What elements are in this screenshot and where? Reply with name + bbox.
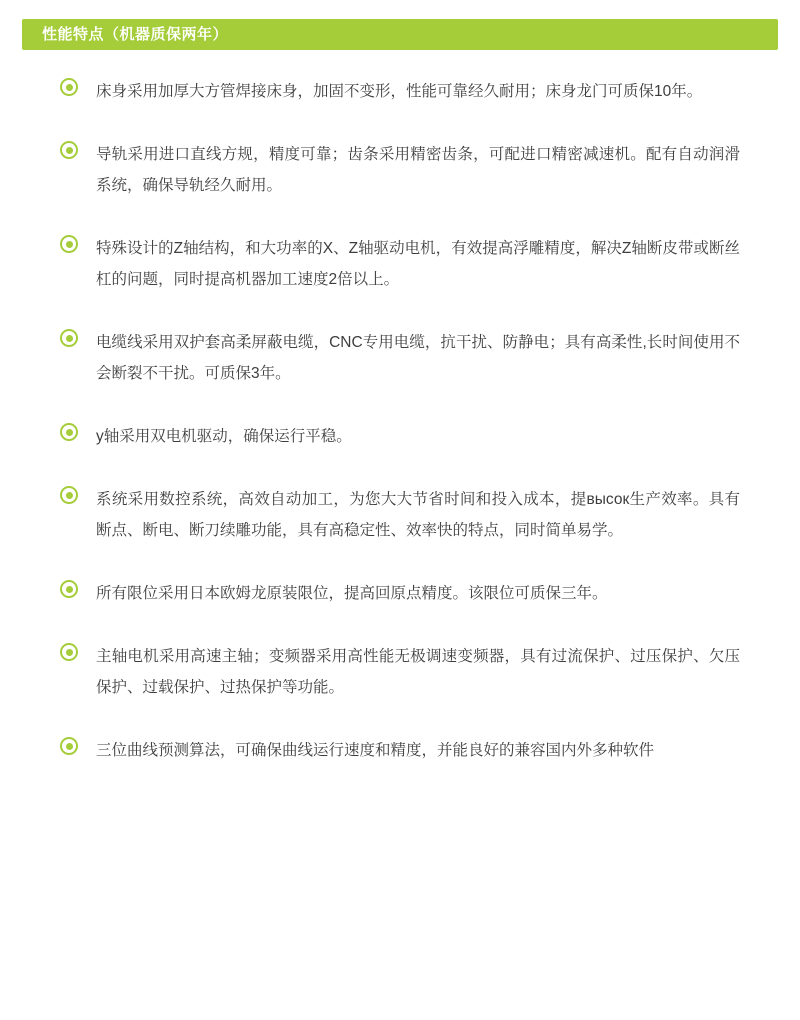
section-header-bar — [22, 19, 778, 50]
list-item — [60, 76, 740, 107]
target-bullet-icon — [60, 737, 78, 755]
list-item — [60, 484, 740, 546]
target-bullet-icon — [60, 423, 78, 441]
list-item — [60, 233, 740, 295]
list-item — [60, 327, 740, 389]
list-item — [60, 578, 740, 609]
target-bullet-icon — [60, 580, 78, 598]
target-bullet-icon — [60, 329, 78, 347]
target-bullet-icon — [60, 141, 78, 159]
target-bullet-icon — [60, 78, 78, 96]
target-bullet-icon — [60, 235, 78, 253]
feature-text: 系统采用数控系统，高效自动加工，为您大大节省时间和投入成本，提высок生产效率。具有断点、断电、断刀续雕功能，具有高稳定性、效率快的特点，同时简单易学。 — [96, 491, 740, 539]
feature-text: 三位曲线预测算法，可确保曲线运行速度和精度，并能良好的兼容国内外多种软件 — [96, 742, 655, 759]
feature-list — [0, 76, 800, 806]
list-item — [60, 641, 740, 703]
document-page — [0, 19, 800, 1020]
feature-text: 所有限位采用日本欧姆龙原装限位，提高回原点精度。该限位可质保三年。 — [96, 585, 608, 602]
list-item — [60, 735, 740, 766]
target-bullet-icon — [60, 486, 78, 504]
list-item — [60, 139, 740, 201]
feature-text: 床身采用加厚大方管焊接床身，加固不变形，性能可靠经久耐用；床身龙门可质保10年。 — [96, 83, 703, 100]
feature-text: 特殊设计的Z轴结构，和大功率的X、Z轴驱动电机，有效提高浮雕精度，解决Z轴断皮带或断丝杠的问题，同时提高机器加工速度2倍以上。 — [96, 240, 740, 288]
feature-text: 导轨采用进口直线方规，精度可靠；齿条采用精密齿条，可配进口精密减速机。配有自动润滑系统，确保导轨经久耐用。 — [96, 146, 740, 194]
target-bullet-icon — [60, 643, 78, 661]
page-title: 性能特点（机器质保两年） — [42, 26, 229, 43]
list-item — [60, 421, 740, 452]
feature-text: 电缆线采用双护套高柔屏蔽电缆，CNC专用电缆，抗干扰、防静电；具有高柔性,长时间使用不会断裂不干扰。可质保3年。 — [96, 334, 740, 382]
feature-text: 主轴电机采用高速主轴；变频器采用高性能无极调速变频器，具有过流保护、过压保护、欠压保护、过载保护、过热保护等功能。 — [96, 648, 740, 696]
feature-text: y轴采用双电机驱动，确保运行平稳。 — [96, 428, 352, 445]
